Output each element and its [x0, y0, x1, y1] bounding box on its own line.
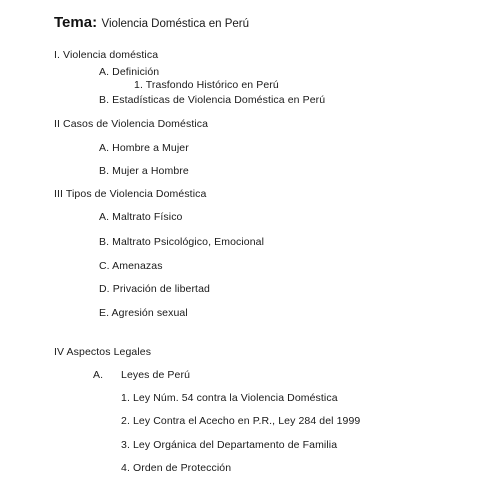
- section-2-item-a: A. Hombre a Mujer: [99, 142, 189, 154]
- section-1-heading: I. Violencia doméstica: [54, 49, 159, 61]
- section-3-item-b: B. Maltrato Psicológico, Emocional: [99, 236, 265, 248]
- section-2-item-b: B. Mujer a Hombre: [99, 165, 189, 177]
- section-4-item-a-text: Leyes de Perú: [121, 369, 191, 381]
- section-4-item-a-2: 2. Ley Contra el Acecho en P.R., Ley 284 del 1999: [121, 415, 361, 427]
- section-4-item-a-1: 1. Ley Núm. 54 contra la Violencia Doméstica: [121, 392, 338, 404]
- section-3-item-a: A. Maltrato Físico: [99, 211, 183, 223]
- title-text: Violencia Doméstica en Perú: [101, 18, 249, 30]
- document-title: [54, 13, 249, 34]
- section-4-item-a-3: 3. Ley Orgánica del Departamento de Familia: [121, 439, 338, 451]
- title-label: Tema:: [54, 14, 98, 31]
- section-1-item-a: A. Definición: [99, 66, 160, 78]
- section-3-item-e: E. Agresión sexual: [99, 307, 188, 319]
- section-3-heading: III Tipos de Violencia Doméstica: [54, 188, 207, 200]
- section-1-item-b: B. Estadísticas de Violencia Doméstica en Perú: [99, 94, 326, 106]
- section-3-item-c: C. Amenazas: [99, 260, 163, 272]
- section-4-item-a-letter: A.: [93, 369, 104, 381]
- section-4-heading: IV Aspectos Legales: [54, 346, 152, 358]
- section-3-item-d: D. Privación de libertad: [99, 283, 210, 295]
- section-1-item-a-1: 1. Trasfondo Histórico en Perú: [134, 79, 279, 91]
- section-2-heading: II Casos de Violencia Doméstica: [54, 118, 209, 130]
- section-4-item-a-4: 4. Orden de Protección: [121, 462, 232, 474]
